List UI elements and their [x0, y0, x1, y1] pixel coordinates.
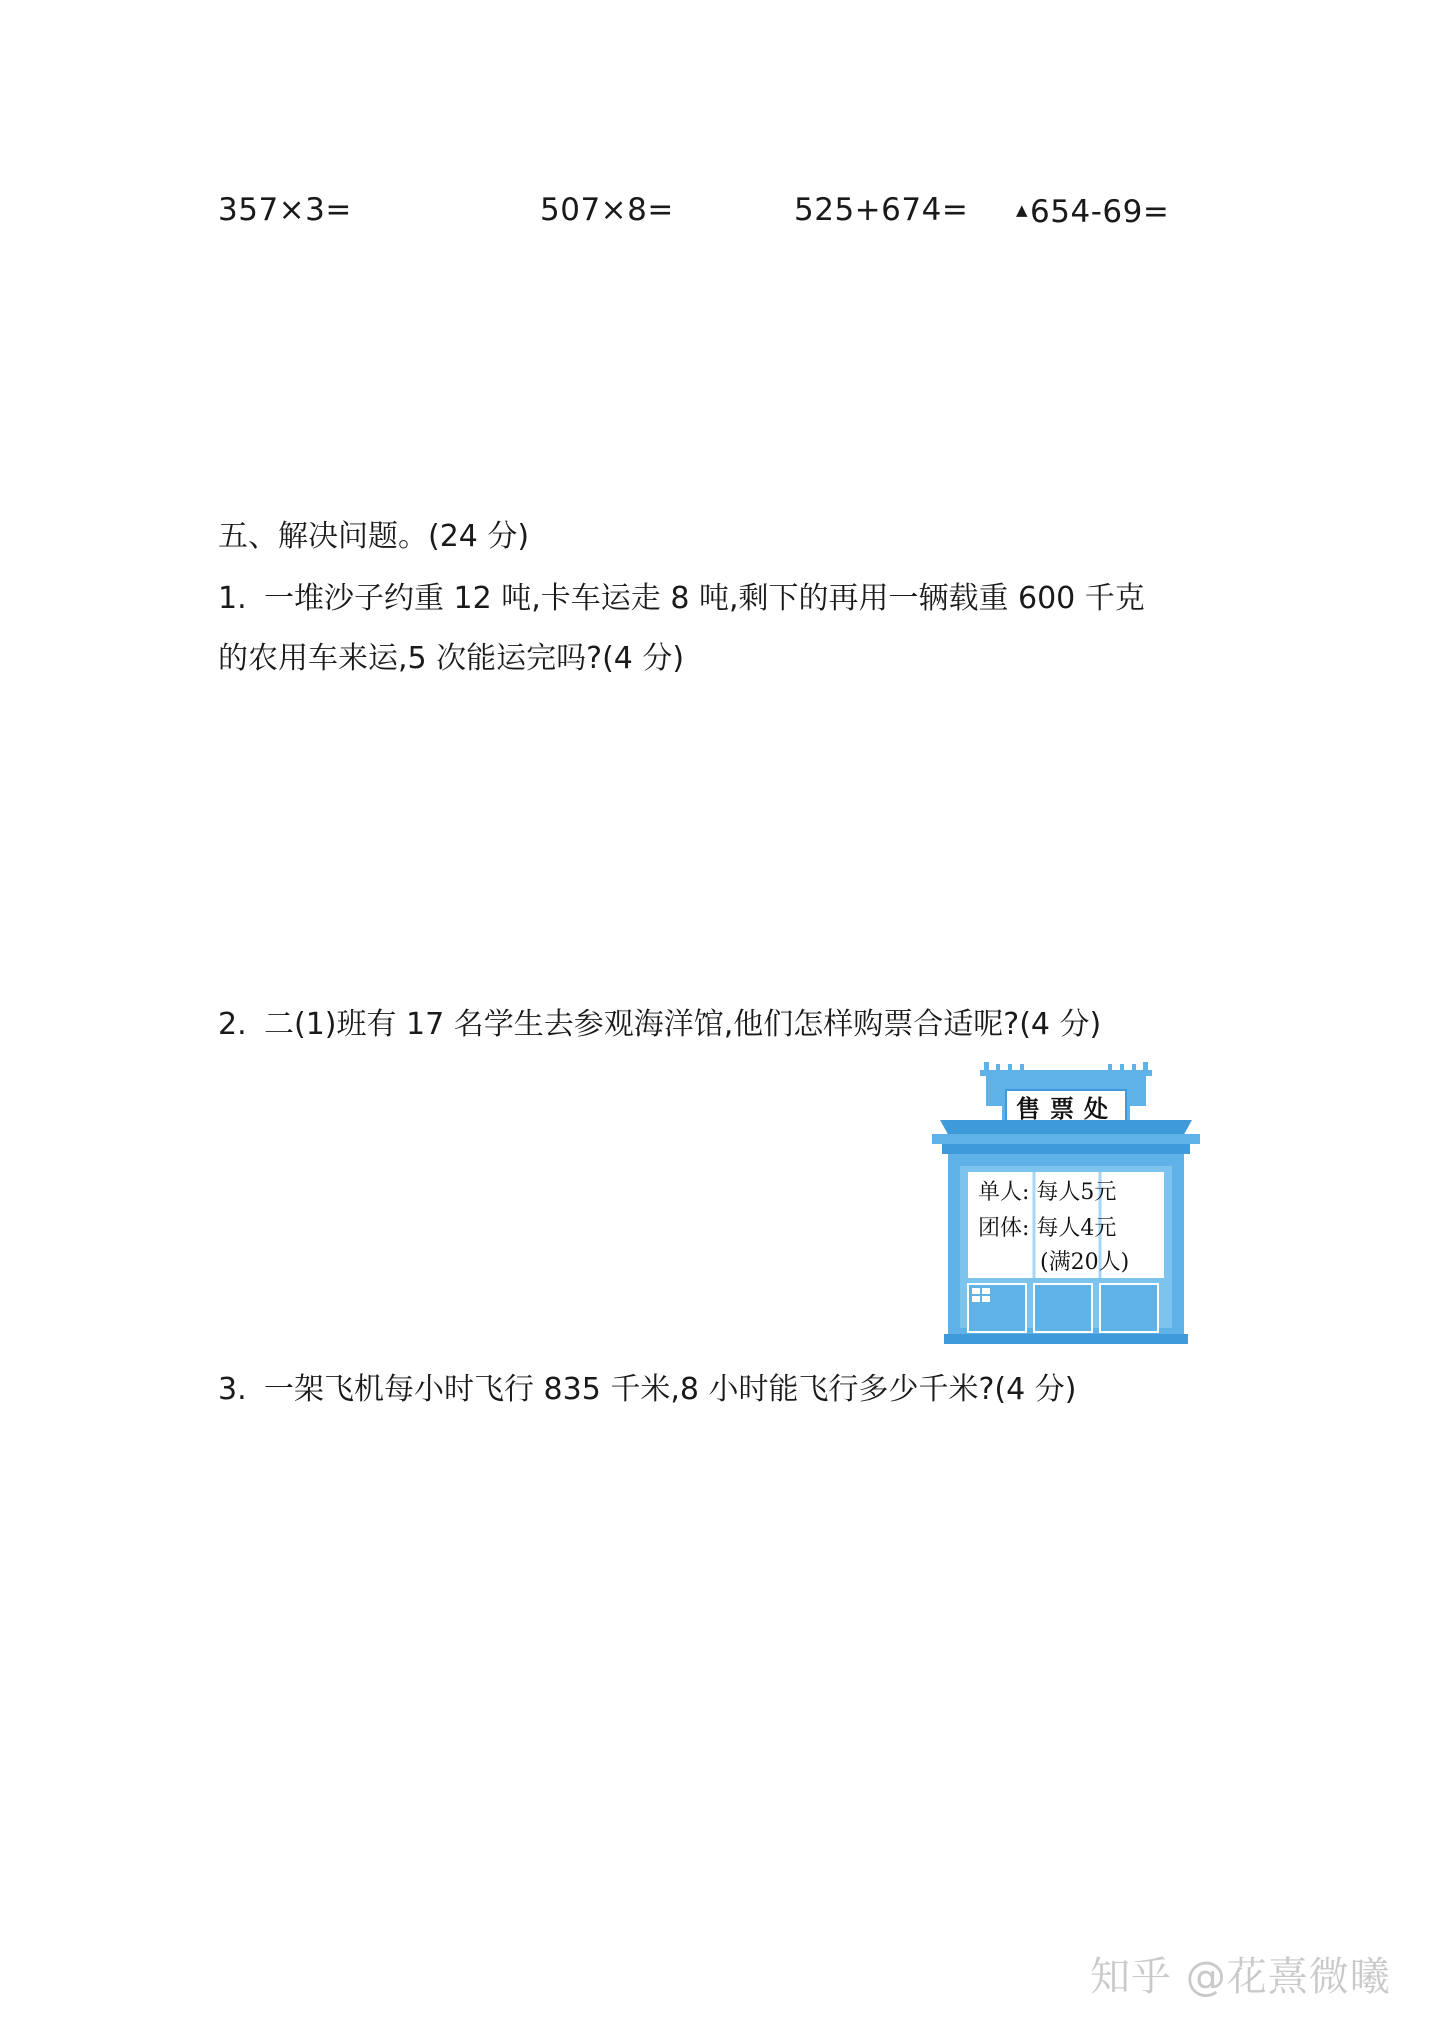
- ticket-price-group: 团体: 每人4元: [978, 1216, 1117, 1241]
- calculation-4: [1016, 188, 1169, 234]
- question-1-number: 1.: [218, 581, 247, 616]
- calculation-1: 357×3=: [218, 192, 352, 228]
- question-3: [218, 1368, 1076, 1412]
- question-3-text: 一架飞机每小时飞行 835 千米,8 小时能飞行多少千米?(4 分): [264, 1372, 1077, 1407]
- section-title: 五、解决问题。(24 分): [218, 519, 530, 554]
- question-2: [218, 1003, 1101, 1047]
- question-1-line-1: [218, 577, 1145, 621]
- ticket-group-condition: (满20人): [1040, 1250, 1130, 1275]
- question-2-number: 2.: [218, 1007, 247, 1042]
- question-1-text: 一堆沙子约重 12 吨,卡车运走 8 吨,剩下的再用一辆载重 600 千克: [264, 581, 1145, 616]
- triangle-marker-icon: ▲: [1016, 201, 1029, 219]
- question-2-text: 二(1)班有 17 名学生去参观海洋馆,他们怎样购票合适呢?(4 分): [264, 1007, 1102, 1042]
- calculation-2: 507×8=: [540, 192, 674, 228]
- question-1-line-2: 的农用车来运,5 次能运完吗?(4 分): [218, 641, 685, 676]
- calculation-4-text: 654-69=: [1030, 194, 1170, 230]
- question-3-number: 3.: [218, 1372, 247, 1407]
- ticket-booth-sign: 售票处: [1016, 1094, 1118, 1123]
- calculation-3: 525+674=: [794, 192, 969, 228]
- ticket-booth-illustration: [930, 1062, 1202, 1344]
- ticket-price-single: 单人: 每人5元: [978, 1180, 1117, 1205]
- zhihu-watermark: 知乎 @花熹微曦: [1090, 1954, 1391, 2000]
